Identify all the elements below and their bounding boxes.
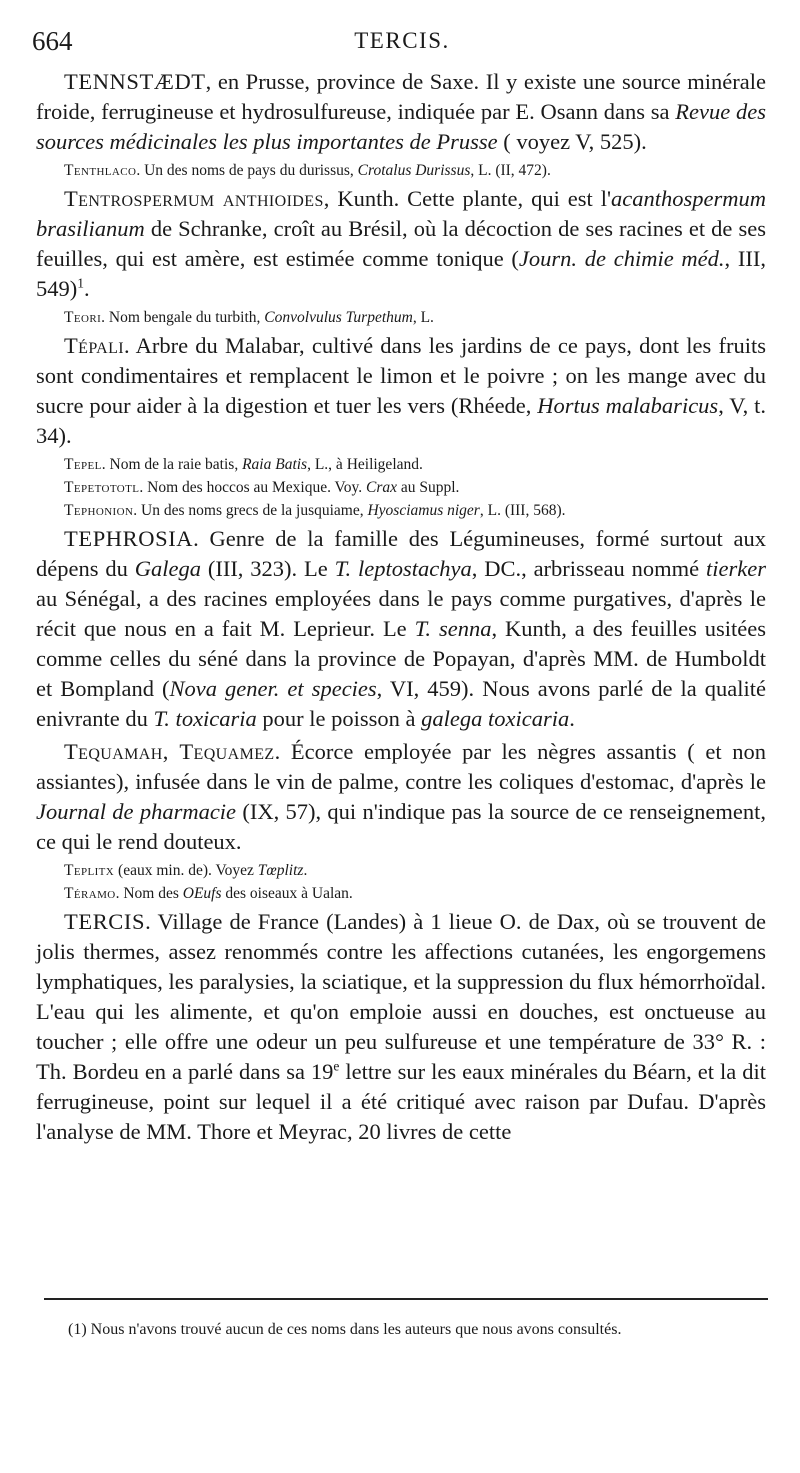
entry-tentrospermum: Tentrospermum anthioides, Kunth. Cette plante, qui est l'acanthospermum brasilianum de Schranke, croît au Brésil, où la décoction de ses racines et de ses feuilles, qui est amère, est estimée comme tonique (Journ. de chimie méd., III, 549)$^1$. bbox=[36, 186, 767, 301]
headword: TERCIS bbox=[64, 909, 146, 934]
headword: Teplitx bbox=[64, 862, 115, 879]
entry-tennstaedt: TENNSTÆDT, en Prusse, province de Saxe. Il y existe une source minérale froide, ferrugineuse et hydrosulfureuse, indiquée par E. Osann dans sa Revue des sources médicinales les plus importantes de Prusse ( voyez V, 525). bbox=[36, 69, 767, 154]
entry-tepali: Tépali. Arbre du Malabar, cultivé dans les jardins de ce pays, dont les fruits sont condimentaires et remplacent le limon et le poivre ; on les mange avec du sucre pour aider à la digestion et tuer les vers (Rhéede, Hortus malabaricus, V, t. 34). bbox=[36, 333, 767, 448]
entries-body bbox=[36, 64, 766, 1150]
entry-teori: Teori. Nom bengale du turbith, Convolvulus Turpethum, L. bbox=[64, 309, 434, 326]
entry-tepel: Tepel. Nom de la raie batis, Raia Batis, L., à Heiligeland. bbox=[64, 456, 423, 473]
headword: TENNSTÆDT bbox=[64, 69, 206, 94]
footnote-ref: 1 bbox=[77, 275, 84, 291]
entry-teplitx: Teplitx (eaux min. de). Voyez Tœplitz. bbox=[64, 862, 308, 879]
entry-tephonion: Tephonion. Un des noms grecs de la jusquiame, Hyosciamus niger, L. (III, 568). bbox=[64, 502, 566, 519]
headword: Tépali bbox=[64, 333, 125, 358]
headword: Tepetototl bbox=[64, 479, 140, 496]
entry-tepetototl: Tepetototl. Nom des hoccos au Mexique. Voy. Crax au Suppl. bbox=[64, 479, 460, 496]
entry-tercis: TERCIS. Village de France (Landes) à 1 lieue O. de Dax, où se trouvent de jolis thermes, assez renommés contre les affections cutanées, les engorgemens lymphatiques, les paralysies, la sciatique, et la suppression du flux hémorrhoïdal. L'eau qui les alimente, et qu'on emploie aussi en douches, est onctueuse au toucher ; elle offre une odeur un peu sulfureuse et une température de 33° R. : Th. Bordeu en a parlé dans sa 19e lettre sur les eaux minérales du Béarn, et la dit ferrugineuse, point sur lequel il a été critiqué avec raison par Dufau. D'après l'analyse de MM. Thore et Meyrac, 20 livres de cette bbox=[36, 909, 766, 1144]
footnote-rule bbox=[44, 1298, 768, 1300]
footnote: (1) Nous n'avons trouvé aucun de ces noms dans les auteurs que nous avons consultés. bbox=[68, 1321, 622, 1338]
running-head: TERCIS. bbox=[354, 28, 450, 53]
page-number: 664 bbox=[32, 26, 73, 56]
headword: Teori bbox=[64, 309, 102, 326]
entry-tequamah: Tequamah, Tequamez. Écorce employée par les nègres assantis ( et non assiantes), infusée dans le vin de palme, contre les coliques d'estomac, d'après le Journal de pharmacie (IX, 57), qui n'indique pas la source de ce renseignement, ce qui le rend douteux. bbox=[36, 739, 767, 854]
page-header bbox=[32, 26, 772, 62]
entry-tephrosia: TEPHROSIA. Genre de la famille des Légumineuses, formé surtout aux dépens du Galega (III, 323). Le T. leptostachya, DC., arbrisseau nommé tierker au Sénégal, a des racines employées dans le pays comme purgatives, d'après le récit que nous en a fait M. Leprieur. Le T. senna, Kunth, a des feuilles usitées comme celles du séné dans la province de Popayan, d'après MM. de Humboldt et Bompland (Nova gener. et species, VI, 459). Nous avons parlé de la qualité enivrante du T. toxicaria pour le poisson à galega toxicaria. bbox=[36, 526, 766, 731]
headword: Tephonion bbox=[64, 502, 134, 519]
headword: Téramo bbox=[64, 885, 116, 902]
headword: TEPHROSIA bbox=[64, 526, 194, 551]
headword: Tenthlaco bbox=[64, 162, 137, 179]
headword: Tentrospermum anthioides bbox=[64, 186, 324, 211]
headword: Tepel bbox=[64, 456, 102, 473]
headword: Tequamah, Tequamez bbox=[64, 739, 275, 764]
entry-tenthlaco: Tenthlaco. Un des noms de pays du durissus, Crotalus Durissus, L. (II, 472). bbox=[64, 162, 551, 179]
entry-teramo: Téramo. Nom des OEufs des oiseaux à Ualan. bbox=[64, 885, 353, 902]
